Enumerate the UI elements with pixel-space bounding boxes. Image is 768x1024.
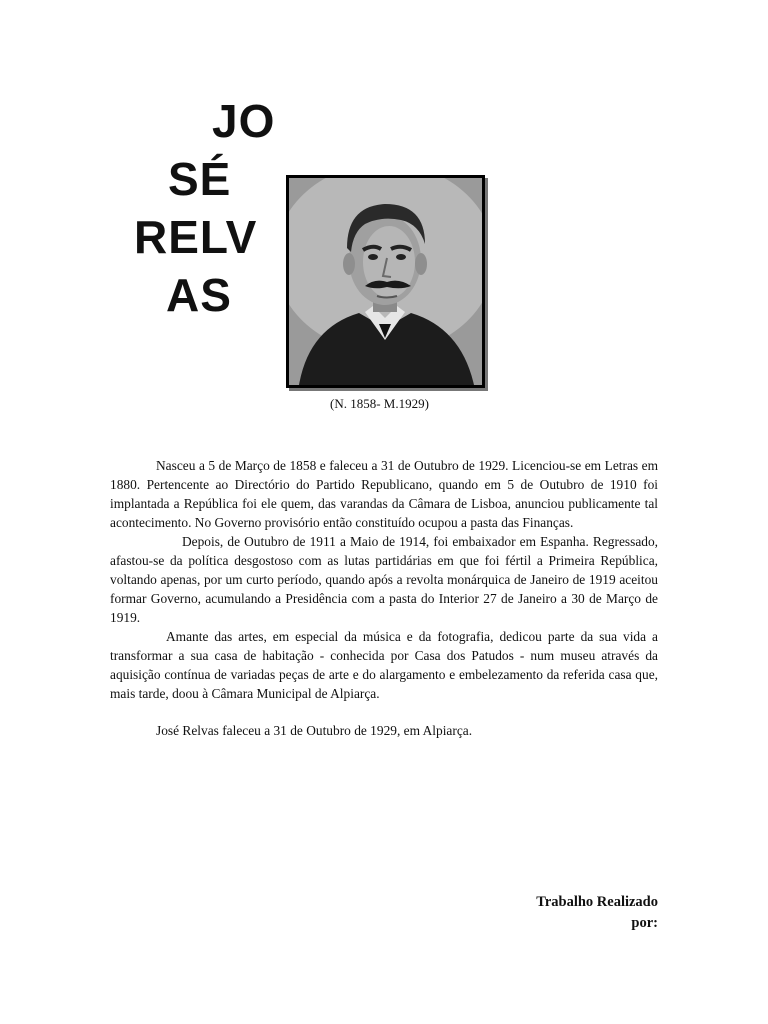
paragraph: Depois, de Outubro de 1911 a Maio de 1914, foi embaixador em Espanha. Regressado, afastou-se da política desgostoso com as lutas partidárias em que foi fértil a Primeira República, voltando apenas, por um curto período, quando após a revolta monárquica de Janeiro de 1919 aceitou formar Governo, acumulando a Presidência com a pasta do Interior 27 de Janeiro a 30 de Março de 1919. [110,534,658,625]
page-title [120,92,290,324]
portrait-illustration [289,178,482,385]
paragraph: José Relvas faleceu a 31 de Outubro de 1929, em Alpiarça. [156,723,473,738]
title-line-1: JO [212,95,276,147]
portrait-caption: (N. 1858- M.1929) [330,396,429,411]
paragraph: Nasceu a 5 de Março de 1858 e faleceu a 31 de Outubro de 1929. Licenciou-se em Letras em 1880. Pertencente ao Directório do Partido Republicano, quando em 5 de Outubro de 1910 foi implantada a República foi ele quem, das varandas da Câmara de Lisboa, anunciou publicamente tal acontecimento. No Governo provisório então constituído ocupou a pasta das Finanças. [110,458,658,530]
title-line-2: SÉ [168,153,232,205]
portrait-photo [286,175,485,388]
signature-block [536,892,658,934]
paragraph: Amante das artes, em especial da música e da fotografia, dedicou parte da sua vida a transformar a sua casa de habitação - conhecida por Casa dos Patudos - num museu através da aquisição contínua de variadas peças de arte e do alargamento e embelezamento da referida casa que, mais tarde, doou à Câmara Municipal de Alpiarça. [110,629,658,701]
signature-line-2: por: [631,915,658,931]
title-line-4: AS [166,269,232,321]
biography-text [110,456,658,740]
signature-line-1: Trabalho Realizado [536,894,658,910]
title-line-3: RELV [134,211,258,263]
